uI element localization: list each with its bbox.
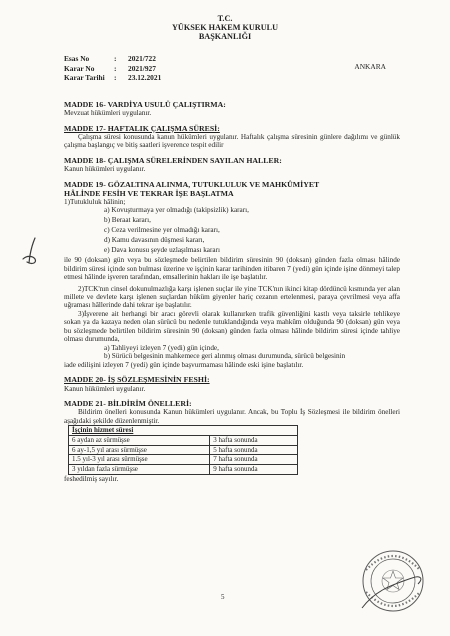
notice-cell: 5 hafta sonunda — [210, 445, 298, 455]
official-seal-icon — [360, 548, 426, 616]
esas-value: 2021/722 — [128, 54, 156, 63]
madde-21-text: Bildirim önelleri konusunda Kanun hükümleri uygulanır. Ancak, bu Toplu İş Sözleşmesi ile bildirim önelleri aşağıdaki şekilde düzenlenmiştir. — [64, 408, 400, 425]
header-institution: YÜKSEK HAKEM KURULU — [172, 23, 278, 33]
madde-20-title: MADDE 20- İŞ SÖZLEŞMESİNİN FESHİ: — [64, 375, 210, 385]
list-item: d) Kamu davasının düşmesi kararı, — [104, 236, 205, 245]
case-meta — [64, 54, 161, 83]
city-name: ANKARA — [354, 62, 386, 71]
madde-19-title-line1: MADDE 19- GÖZALTINA ALINMA, TUTUKLULUK VE MAHKÛMİYET — [64, 179, 320, 189]
madde-20-text: Kanun hükümleri uygulanır. — [64, 384, 146, 393]
duration-cell: 3 yıldan fazla sürmüşse — [69, 465, 210, 475]
madde-19-para1: ile 90 (doksan) gün veya bu sözleşmede belirtilen bildirim süresinin 90 (doksan) günden fazla olması hâlinde bildirim süresi içinde son bulması üzerine ve işçinin karar tarihinden itibaren 7 (yedi) gün içinde işine dönmeyi talep etmesi hâlinde işveren tarafından, emsallerinin hakları ile işe başlatılır. — [64, 256, 400, 282]
karar-row — [64, 64, 161, 74]
header-tc: T.C. — [217, 14, 233, 23]
surucu-list — [104, 344, 400, 361]
list-item: c) Ceza verilmesine yer olmadığı kararı, — [104, 226, 220, 235]
madde-21-title: MADDE 21- BİLDİRİM ÖNELLERİ: — [64, 399, 192, 409]
meta-colon: : — [114, 54, 117, 63]
esas-row — [64, 54, 161, 64]
madde-17-title: MADDE 17- HAFTALIK ÇALIŞMA SÜRESİ: — [64, 123, 220, 133]
notice-cell: 7 hafta sonunda — [210, 455, 298, 465]
list-item: b) Sürücü belgesinin mahkemece geri alınmış olması durumunda, sürücü belgesinin — [104, 352, 346, 361]
duration-cell: 6 aydan az sürmüşse — [69, 435, 210, 445]
table-row — [69, 455, 298, 465]
document-body — [64, 100, 400, 483]
notice-period-table — [68, 425, 298, 475]
duration-cell: 6 ay-1,5 yıl arası sürmüşse — [69, 445, 210, 455]
madde-19-para3: 3)İşverene ait herhangi bir aracı görevli olarak kullanırken trafik güvenliğini kastlı veya taksirle tehlikeye sokan ya da kazaya neden olan sürücü bu nedenle tutuklandığında veya mahkûm olduğunda 90 (doksan) gün veya bu sözleşmede belirtilen bildirim süresinin 90 (doksan) günden fazla olması hâlinde bildirim süresi içinde tahliye olması durumunda, — [64, 309, 400, 344]
handwritten-mark-icon — [20, 236, 42, 268]
madde-19-intro: 1)Tutukluluk hâlinin; — [64, 197, 126, 206]
madde-19-title-line2: HÂLİNDE FESİH VE TEKRAR İŞE BAŞLATMA — [64, 188, 234, 198]
notice-cell: 9 hafta sonunda — [210, 465, 298, 475]
meta-colon: : — [114, 63, 117, 73]
karar-label: Karar No — [64, 63, 95, 73]
table-header-row — [69, 426, 298, 436]
tarih-row — [64, 73, 161, 83]
table-header: İşçinin hizmet süresi — [69, 426, 298, 436]
tarih-value: 23.12.2021 — [128, 73, 162, 83]
notice-cell: 3 hafta sonunda — [210, 435, 298, 445]
document-header — [0, 14, 450, 42]
list-item: a) Tahliyeyi izleyen 7 (yedi) gün içinde, — [104, 343, 219, 352]
esas-label: Esas No — [64, 54, 90, 63]
madde-16-text: Mevzuat hükümleri uygulanır. — [64, 109, 152, 118]
page-number: 5 — [221, 593, 225, 601]
madde-18-text: Kanun hükümleri uygulanır. — [64, 165, 146, 174]
duration-cell: 1.5 yıl-3 yıl arası sürmüşse — [69, 455, 210, 465]
list-item: a) Kovuşturmaya yer olmadığı (takipsizlik) kararı, — [104, 206, 249, 215]
header-department: BAŞKANLIĞI — [198, 32, 252, 42]
tarih-label: Karar Tarihi — [64, 73, 105, 83]
list-item: e) Dava konusu şeyde uzlaşılması kararı — [104, 246, 220, 255]
madde-21-tail: feshedilmiş sayılır. — [64, 474, 119, 483]
table-row — [69, 435, 298, 445]
madde-19-para2: 2)TCK'nın cinsel dokunulmazlığa karşı işlenen suçlar ile yine TCK'nın ikinci kitap dördüncü kısmında yer alan millete ve devlete karşı işlenen suçlardan hüküm giyenler hariç cezanın ertelenmesi, paraya çevrilmesi veya affa uğraması hâllerinde dahi tekrar işe başlatılır. — [64, 284, 400, 310]
madde-19-para3-tail: iade edilişini izleyen 7 (yedi) gün içinde başvurmaması hâlinde eski işine başlatılır. — [64, 360, 304, 369]
meta-colon: : — [114, 73, 117, 83]
list-item: b) Beraat kararı, — [104, 216, 151, 225]
table-row — [69, 445, 298, 455]
table-row — [69, 465, 298, 475]
tutukluluk-list — [104, 206, 400, 256]
madde-18-title: MADDE 18- ÇALIŞMA SÜRELERİNDEN SAYILAN HALLER: — [64, 155, 282, 165]
madde-16-title: MADDE 16- VARDİYA USULÜ ÇALIŞTIRMA: — [64, 100, 226, 109]
madde-17-text: Çalışma süresi konusunda kanun hükümleri uygulanır. Haftalık çalışma süresinin günlere dağılımı ve günlük çalışma başlangıç ve bitiş saatleri işverence tespit edilir — [64, 132, 400, 150]
karar-value: 2021/927 — [128, 63, 156, 73]
